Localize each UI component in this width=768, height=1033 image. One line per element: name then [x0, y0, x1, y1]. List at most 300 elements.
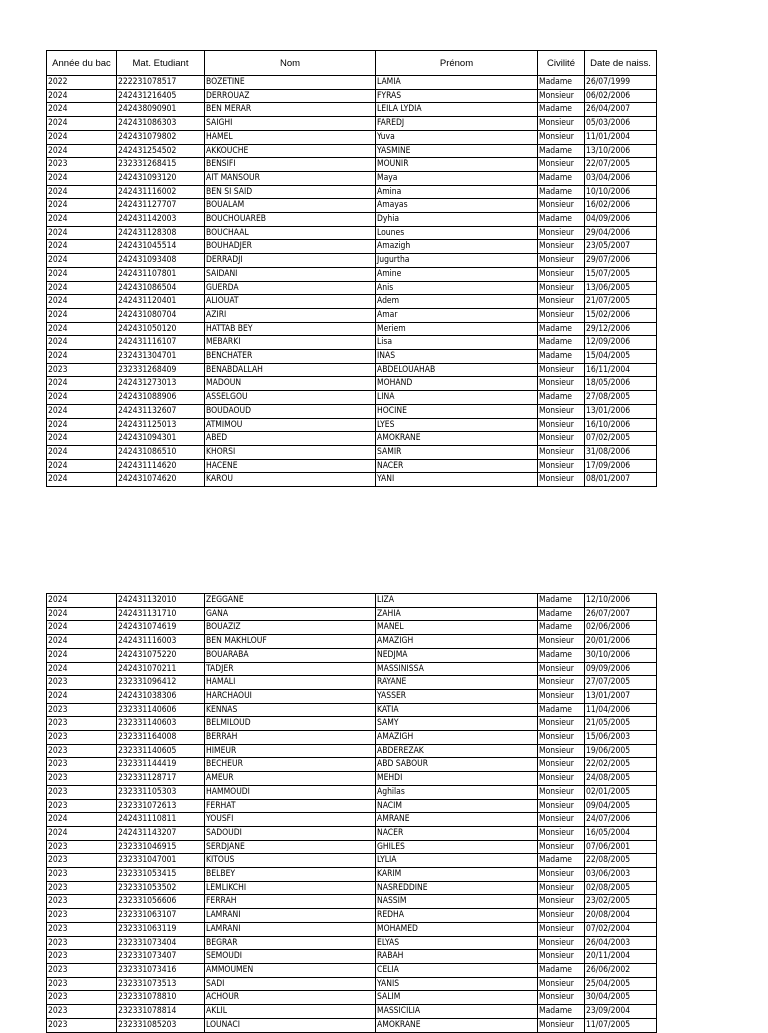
mat-etudiant-cell: 242431273013 [117, 377, 205, 391]
prenom-cell: YASMINE [376, 144, 538, 158]
prenom-cell: MASSICILIA [376, 1005, 538, 1019]
civilite-cell: Madame [538, 854, 585, 868]
mat-etudiant-cell: 232331085203 [117, 1018, 205, 1032]
annee-bac-cell: 2022 [47, 76, 117, 90]
nom-cell: HAMMOUDI [205, 785, 376, 799]
table-row [47, 336, 657, 350]
nom-cell: LAMRANI [205, 909, 376, 923]
mat-etudiant-cell: 242431075220 [117, 648, 205, 662]
table-row [47, 909, 657, 923]
date-naiss-cell: 20/11/2004 [585, 950, 657, 964]
annee-bac-cell: 2024 [47, 213, 117, 227]
annee-bac-cell: 2024 [47, 648, 117, 662]
civilite-cell: Madame [538, 594, 585, 608]
annee-bac-cell: 2024 [47, 689, 117, 703]
table-row [47, 785, 657, 799]
table-row [47, 240, 657, 254]
civilite-cell: Monsieur [538, 635, 585, 649]
mat-etudiant-cell: 242431074620 [117, 473, 205, 487]
date-naiss-cell: 30/10/2006 [585, 648, 657, 662]
prenom-cell: LINA [376, 391, 538, 405]
date-naiss-cell: 16/11/2004 [585, 363, 657, 377]
nom-cell: AMEUR [205, 772, 376, 786]
header-annee-bac: Année du bac [47, 51, 117, 76]
civilite-cell: Monsieur [538, 744, 585, 758]
mat-etudiant-cell: 232331268415 [117, 158, 205, 172]
mat-etudiant-cell: 232331073407 [117, 950, 205, 964]
date-naiss-cell: 11/07/2005 [585, 1018, 657, 1032]
date-naiss-cell: 11/01/2004 [585, 130, 657, 144]
civilite-cell: Monsieur [538, 950, 585, 964]
mat-etudiant-cell: 232331144419 [117, 758, 205, 772]
civilite-cell: Monsieur [538, 363, 585, 377]
mat-etudiant-cell: 232331164008 [117, 731, 205, 745]
nom-cell: BOUAZIZ [205, 621, 376, 635]
annee-bac-cell: 2024 [47, 144, 117, 158]
mat-etudiant-cell: 232331140605 [117, 744, 205, 758]
mat-etudiant-cell: 232331072613 [117, 799, 205, 813]
mat-etudiant-cell: 242431116003 [117, 635, 205, 649]
table-row [47, 717, 657, 731]
nom-cell: SERDJANE [205, 840, 376, 854]
civilite-cell: Monsieur [538, 295, 585, 309]
annee-bac-cell: 2023 [47, 991, 117, 1005]
annee-bac-cell: 2024 [47, 391, 117, 405]
date-naiss-cell: 26/07/2007 [585, 607, 657, 621]
date-naiss-cell: 29/04/2006 [585, 226, 657, 240]
table-row [47, 1005, 657, 1019]
header-civilite: Civilité [538, 51, 585, 76]
civilite-cell: Monsieur [538, 459, 585, 473]
prenom-cell: YANI [376, 473, 538, 487]
date-naiss-cell: 31/08/2006 [585, 445, 657, 459]
table-row [47, 89, 657, 103]
nom-cell: AIT MANSOUR [205, 171, 376, 185]
mat-etudiant-cell: 232331053415 [117, 868, 205, 882]
nom-cell: HATTAB BEY [205, 322, 376, 336]
mat-etudiant-cell: 242431254502 [117, 144, 205, 158]
mat-etudiant-cell: 242431079802 [117, 130, 205, 144]
table-row [47, 607, 657, 621]
date-naiss-cell: 07/02/2004 [585, 922, 657, 936]
date-naiss-cell: 09/04/2005 [585, 799, 657, 813]
prenom-cell: Adem [376, 295, 538, 309]
nom-cell: BEN MAKHLOUF [205, 635, 376, 649]
nom-cell: BENSIFI [205, 158, 376, 172]
nom-cell: HARCHAOUI [205, 689, 376, 703]
header-prenom: Prénom [376, 51, 538, 76]
mat-etudiant-cell: 242431093120 [117, 171, 205, 185]
date-naiss-cell: 16/05/2004 [585, 826, 657, 840]
prenom-cell: Lisa [376, 336, 538, 350]
nom-cell: YOUSFI [205, 813, 376, 827]
prenom-cell: NEDJMA [376, 648, 538, 662]
mat-etudiant-cell: 232331105303 [117, 785, 205, 799]
civilite-cell: Madame [538, 76, 585, 90]
civilite-cell: Madame [538, 144, 585, 158]
nom-cell: BEN SI SAID [205, 185, 376, 199]
annee-bac-cell: 2024 [47, 199, 117, 213]
nom-cell: LEMLIKCHI [205, 881, 376, 895]
civilite-cell: Monsieur [538, 445, 585, 459]
civilite-cell: Monsieur [538, 868, 585, 882]
civilite-cell: Monsieur [538, 772, 585, 786]
nom-cell: BELBEY [205, 868, 376, 882]
nom-cell: BOUALAM [205, 199, 376, 213]
civilite-cell: Madame [538, 322, 585, 336]
date-naiss-cell: 23/02/2005 [585, 895, 657, 909]
table-row [47, 281, 657, 295]
header-row [47, 51, 657, 76]
annee-bac-cell: 2024 [47, 473, 117, 487]
prenom-cell: REDHA [376, 909, 538, 923]
civilite-cell: Monsieur [538, 731, 585, 745]
annee-bac-cell: 2023 [47, 881, 117, 895]
civilite-cell: Monsieur [538, 895, 585, 909]
prenom-cell: GHILES [376, 840, 538, 854]
prenom-cell: Aghilas [376, 785, 538, 799]
annee-bac-cell: 2023 [47, 909, 117, 923]
annee-bac-cell: 2024 [47, 171, 117, 185]
annee-bac-cell: 2024 [47, 377, 117, 391]
prenom-cell: INAS [376, 350, 538, 364]
date-naiss-cell: 24/08/2005 [585, 772, 657, 786]
date-naiss-cell: 23/05/2007 [585, 240, 657, 254]
civilite-cell: Madame [538, 607, 585, 621]
table-row [47, 459, 657, 473]
mat-etudiant-cell: 242438090901 [117, 103, 205, 117]
civilite-cell: Monsieur [538, 676, 585, 690]
table-row [47, 881, 657, 895]
table-row [47, 813, 657, 827]
mat-etudiant-cell: 242431131710 [117, 607, 205, 621]
annee-bac-cell: 2023 [47, 363, 117, 377]
civilite-cell: Monsieur [538, 240, 585, 254]
date-naiss-cell: 19/06/2005 [585, 744, 657, 758]
prenom-cell: AMRANE [376, 813, 538, 827]
prenom-cell: Lounes [376, 226, 538, 240]
civilite-cell: Monsieur [538, 840, 585, 854]
annee-bac-cell: 2024 [47, 103, 117, 117]
annee-bac-cell: 2024 [47, 281, 117, 295]
mat-etudiant-cell: 232331128717 [117, 772, 205, 786]
table-row [47, 171, 657, 185]
nom-cell: DERROUAZ [205, 89, 376, 103]
annee-bac-cell: 2024 [47, 322, 117, 336]
mat-etudiant-cell: 242431086504 [117, 281, 205, 295]
civilite-cell: Monsieur [538, 226, 585, 240]
prenom-cell: Amar [376, 308, 538, 322]
table-row [47, 377, 657, 391]
prenom-cell: ABD SABOUR [376, 758, 538, 772]
mat-etudiant-cell: 242431216405 [117, 89, 205, 103]
prenom-cell: MASSINISSA [376, 662, 538, 676]
table-row [47, 594, 657, 608]
annee-bac-cell: 2024 [47, 813, 117, 827]
date-naiss-cell: 05/03/2006 [585, 117, 657, 131]
table-row [47, 799, 657, 813]
prenom-cell: ABDELOUAHAB [376, 363, 538, 377]
prenom-cell: MEHDI [376, 772, 538, 786]
nom-cell: BECHEUR [205, 758, 376, 772]
prenom-cell: SALIM [376, 991, 538, 1005]
prenom-cell: RABAH [376, 950, 538, 964]
date-naiss-cell: 13/06/2005 [585, 281, 657, 295]
annee-bac-cell: 2023 [47, 1018, 117, 1032]
annee-bac-cell: 2023 [47, 731, 117, 745]
nom-cell: ACHOUR [205, 991, 376, 1005]
date-naiss-cell: 24/07/2006 [585, 813, 657, 827]
annee-bac-cell: 2023 [47, 676, 117, 690]
table-row [47, 267, 657, 281]
date-naiss-cell: 09/09/2006 [585, 662, 657, 676]
prenom-cell: FYRAS [376, 89, 538, 103]
mat-etudiant-cell: 242431120401 [117, 295, 205, 309]
annee-bac-cell: 2024 [47, 295, 117, 309]
civilite-cell: Monsieur [538, 662, 585, 676]
annee-bac-cell: 2023 [47, 977, 117, 991]
annee-bac-cell: 2024 [47, 308, 117, 322]
date-naiss-cell: 02/06/2006 [585, 621, 657, 635]
prenom-cell: KATIA [376, 703, 538, 717]
mat-etudiant-cell: 232431304701 [117, 350, 205, 364]
date-naiss-cell: 08/01/2007 [585, 473, 657, 487]
table-row [47, 854, 657, 868]
date-naiss-cell: 11/04/2006 [585, 703, 657, 717]
date-naiss-cell: 30/04/2005 [585, 991, 657, 1005]
date-naiss-cell: 12/10/2006 [585, 594, 657, 608]
annee-bac-cell: 2023 [47, 758, 117, 772]
mat-etudiant-cell: 242431038306 [117, 689, 205, 703]
nom-cell: KAROU [205, 473, 376, 487]
date-naiss-cell: 13/01/2006 [585, 404, 657, 418]
annee-bac-cell: 2024 [47, 607, 117, 621]
annee-bac-cell: 2024 [47, 418, 117, 432]
nom-cell: FERHAT [205, 799, 376, 813]
table-row [47, 895, 657, 909]
date-naiss-cell: 29/12/2006 [585, 322, 657, 336]
table-row [47, 868, 657, 882]
civilite-cell: Monsieur [538, 473, 585, 487]
prenom-cell: Amina [376, 185, 538, 199]
mat-etudiant-cell: 232331140606 [117, 703, 205, 717]
table-row [47, 254, 657, 268]
nom-cell: KENNAS [205, 703, 376, 717]
civilite-cell: Monsieur [538, 826, 585, 840]
nom-cell: ALIOUAT [205, 295, 376, 309]
table-row [47, 117, 657, 131]
table-row [47, 76, 657, 90]
civilite-cell: Monsieur [538, 991, 585, 1005]
mat-etudiant-cell: 242431086303 [117, 117, 205, 131]
civilite-cell: Monsieur [538, 922, 585, 936]
civilite-cell: Madame [538, 103, 585, 117]
civilite-cell: Monsieur [538, 881, 585, 895]
annee-bac-cell: 2024 [47, 826, 117, 840]
annee-bac-cell: 2023 [47, 895, 117, 909]
prenom-cell: HOCINE [376, 404, 538, 418]
date-naiss-cell: 20/08/2004 [585, 909, 657, 923]
date-naiss-cell: 10/10/2006 [585, 185, 657, 199]
mat-etudiant-cell: 242431094301 [117, 432, 205, 446]
nom-cell: SEMOUDI [205, 950, 376, 964]
date-naiss-cell: 04/09/2006 [585, 213, 657, 227]
table-row [47, 648, 657, 662]
prenom-cell: Amazigh [376, 240, 538, 254]
nom-cell: ASSELGOU [205, 391, 376, 405]
nom-cell: HIMEUR [205, 744, 376, 758]
annee-bac-cell: 2024 [47, 117, 117, 131]
prenom-cell: Amayas [376, 199, 538, 213]
table-row [47, 350, 657, 364]
prenom-cell: LYES [376, 418, 538, 432]
prenom-cell: NASREDDINE [376, 881, 538, 895]
mat-etudiant-cell: 242431125013 [117, 418, 205, 432]
date-naiss-cell: 20/01/2006 [585, 635, 657, 649]
prenom-cell: NACIM [376, 799, 538, 813]
civilite-cell: Madame [538, 185, 585, 199]
civilite-cell: Monsieur [538, 758, 585, 772]
table-row [47, 103, 657, 117]
table-row [47, 473, 657, 487]
nom-cell: LAMRANI [205, 922, 376, 936]
civilite-cell: Monsieur [538, 404, 585, 418]
civilite-cell: Madame [538, 963, 585, 977]
civilite-cell: Madame [538, 1005, 585, 1019]
date-naiss-cell: 22/02/2005 [585, 758, 657, 772]
nom-cell: SADOUDI [205, 826, 376, 840]
annee-bac-cell: 2024 [47, 267, 117, 281]
date-naiss-cell: 25/04/2005 [585, 977, 657, 991]
table-row [47, 922, 657, 936]
prenom-cell: MOHAMED [376, 922, 538, 936]
mat-etudiant-cell: 232331268409 [117, 363, 205, 377]
nom-cell: BOUHADJER [205, 240, 376, 254]
civilite-cell: Madame [538, 213, 585, 227]
mat-etudiant-cell: 232331063107 [117, 909, 205, 923]
nom-cell: BOUARABA [205, 648, 376, 662]
prenom-cell: YANIS [376, 977, 538, 991]
date-naiss-cell: 26/04/2003 [585, 936, 657, 950]
annee-bac-cell: 2023 [47, 950, 117, 964]
date-naiss-cell: 26/07/1999 [585, 76, 657, 90]
prenom-cell: SAMY [376, 717, 538, 731]
mat-etudiant-cell: 232331096412 [117, 676, 205, 690]
civilite-cell: Madame [538, 703, 585, 717]
annee-bac-cell: 2024 [47, 621, 117, 635]
annee-bac-cell: 2023 [47, 703, 117, 717]
annee-bac-cell: 2024 [47, 336, 117, 350]
annee-bac-cell: 2024 [47, 432, 117, 446]
nom-cell: ZEGGANE [205, 594, 376, 608]
prenom-cell: AMOKRANE [376, 1018, 538, 1032]
date-naiss-cell: 16/02/2006 [585, 199, 657, 213]
civilite-cell: Monsieur [538, 158, 585, 172]
mat-etudiant-cell: 232331073416 [117, 963, 205, 977]
nom-cell: SADI [205, 977, 376, 991]
prenom-cell: Maya [376, 171, 538, 185]
table-row [47, 662, 657, 676]
annee-bac-cell: 2023 [47, 799, 117, 813]
date-naiss-cell: 06/02/2006 [585, 89, 657, 103]
prenom-cell: AMAZIGH [376, 731, 538, 745]
date-naiss-cell: 29/07/2006 [585, 254, 657, 268]
prenom-cell: Amine [376, 267, 538, 281]
annee-bac-cell: 2024 [47, 240, 117, 254]
prenom-cell: Anis [376, 281, 538, 295]
civilite-cell: Madame [538, 171, 585, 185]
nom-cell: BENCHATER [205, 350, 376, 364]
date-naiss-cell: 15/06/2003 [585, 731, 657, 745]
mat-etudiant-cell: 242431070211 [117, 662, 205, 676]
prenom-cell: LEILA LYDIA [376, 103, 538, 117]
date-naiss-cell: 13/10/2006 [585, 144, 657, 158]
table-row [47, 977, 657, 991]
prenom-cell: KARIM [376, 868, 538, 882]
mat-etudiant-cell: 242431116002 [117, 185, 205, 199]
header-date-naiss: Date de naiss. [585, 51, 657, 76]
annee-bac-cell: 2023 [47, 854, 117, 868]
civilite-cell: Monsieur [538, 254, 585, 268]
annee-bac-cell: 2023 [47, 785, 117, 799]
nom-cell: BOUCHOUAREB [205, 213, 376, 227]
nom-cell: KITOUS [205, 854, 376, 868]
nom-cell: ATMIMOU [205, 418, 376, 432]
date-naiss-cell: 15/04/2005 [585, 350, 657, 364]
mat-etudiant-cell: 232331073404 [117, 936, 205, 950]
annee-bac-cell: 2023 [47, 922, 117, 936]
prenom-cell: ELYAS [376, 936, 538, 950]
table-row [47, 963, 657, 977]
prenom-cell: RAYANE [376, 676, 538, 690]
nom-cell: TADJER [205, 662, 376, 676]
nom-cell: BOUDAOUD [205, 404, 376, 418]
mat-etudiant-cell: 242431088906 [117, 391, 205, 405]
table-row [47, 158, 657, 172]
date-naiss-cell: 17/09/2006 [585, 459, 657, 473]
annee-bac-cell: 2024 [47, 459, 117, 473]
mat-etudiant-cell: 242431127707 [117, 199, 205, 213]
civilite-cell: Monsieur [538, 909, 585, 923]
date-naiss-cell: 26/04/2007 [585, 103, 657, 117]
mat-etudiant-cell: 242431128308 [117, 226, 205, 240]
civilite-cell: Monsieur [538, 267, 585, 281]
nom-cell: SAIDANI [205, 267, 376, 281]
nom-cell: FERRAH [205, 895, 376, 909]
date-naiss-cell: 12/09/2006 [585, 336, 657, 350]
date-naiss-cell: 03/04/2006 [585, 171, 657, 185]
civilite-cell: Monsieur [538, 199, 585, 213]
civilite-cell: Monsieur [538, 432, 585, 446]
annee-bac-cell: 2023 [47, 744, 117, 758]
student-table-bottom [46, 593, 657, 1033]
mat-etudiant-cell: 232331140603 [117, 717, 205, 731]
annee-bac-cell: 2024 [47, 445, 117, 459]
mat-etudiant-cell: 232331078810 [117, 991, 205, 1005]
table-row [47, 950, 657, 964]
annee-bac-cell: 2024 [47, 350, 117, 364]
date-naiss-cell: 27/08/2005 [585, 391, 657, 405]
civilite-cell: Monsieur [538, 799, 585, 813]
nom-cell: HACENE [205, 459, 376, 473]
annee-bac-cell: 2024 [47, 185, 117, 199]
nom-cell: BOZETINE [205, 76, 376, 90]
date-naiss-cell: 21/05/2005 [585, 717, 657, 731]
mat-etudiant-cell: 232331053502 [117, 881, 205, 895]
date-naiss-cell: 26/06/2002 [585, 963, 657, 977]
mat-etudiant-cell: 242431045514 [117, 240, 205, 254]
nom-cell: AKLIL [205, 1005, 376, 1019]
